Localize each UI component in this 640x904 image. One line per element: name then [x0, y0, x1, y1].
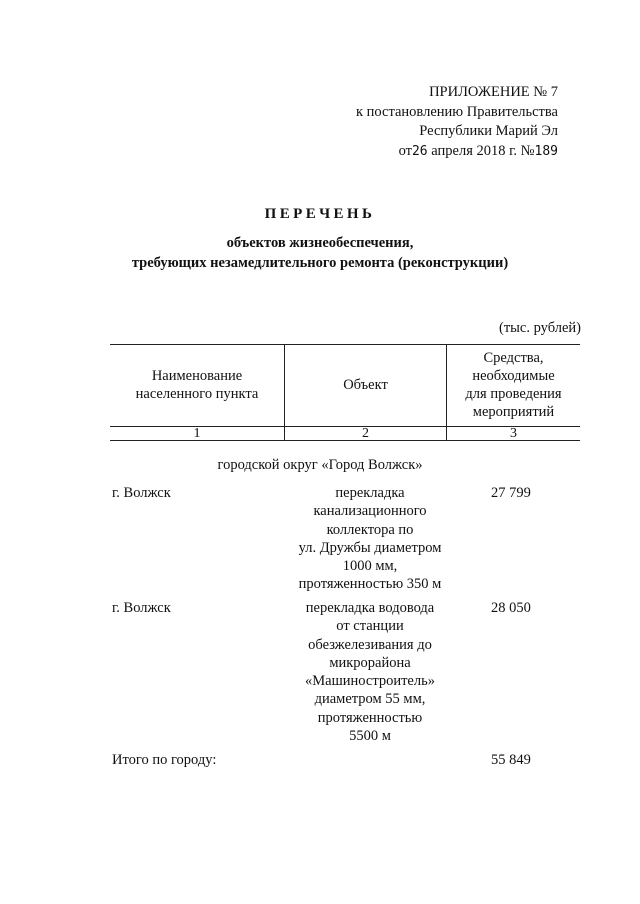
column-header-locality: Наименование населенного пункта: [135, 368, 259, 402]
annex-title: ПРИЛОЖЕНИЕ № 7: [429, 84, 558, 100]
row-object: перекладка канализационного коллектора по ул. Дружбы диаметром 1000 мм, протяженностью 350 м: [298, 485, 442, 593]
date-prefix: от: [398, 142, 412, 159]
column-number-3: 3: [510, 425, 517, 441]
document-subtitle: [0, 234, 640, 273]
row-amount: 27 799: [491, 485, 531, 501]
document-title: ПЕРЕЧЕНЬ: [264, 206, 376, 222]
date-rest: апреля 2018 г. №: [431, 142, 535, 159]
annex-line-republic: Республики Марий Эл: [419, 123, 558, 139]
annex-date-line: [356, 142, 558, 162]
units-note: (тыс. рублей): [499, 320, 581, 336]
subtitle-line-2: требующих незамедлительного ремонта (реконструкции): [131, 254, 509, 271]
table-header: [110, 344, 580, 441]
row-locality: г. Волжск: [112, 485, 171, 501]
row-locality: г. Волжск: [112, 600, 171, 616]
group-heading: городской округ «Город Волжск»: [217, 457, 423, 473]
annex-header: [356, 83, 558, 161]
doc-number: 189: [534, 143, 558, 159]
annex-line-resolution: к постановлению Правительства: [356, 103, 558, 120]
row-object: перекладка водовода от станции обезжелезивания до микрорайона «Машиностроитель» диаметром 55 мм, протяженностью 5500 м: [305, 600, 435, 745]
column-header-object: Объект: [343, 377, 388, 393]
column-number-1: 1: [193, 425, 201, 441]
date-day: 26: [411, 143, 428, 159]
total-label: Итого по городу:: [112, 752, 217, 768]
column-header-funds: Средства, необходимые для проведения мероприятий: [465, 350, 562, 420]
subtitle-line-1: объектов жизнеобеспечения,: [226, 235, 414, 251]
row-amount: 28 050: [491, 600, 531, 616]
column-number-2: 2: [362, 425, 369, 441]
total-amount: 55 849: [491, 752, 531, 768]
